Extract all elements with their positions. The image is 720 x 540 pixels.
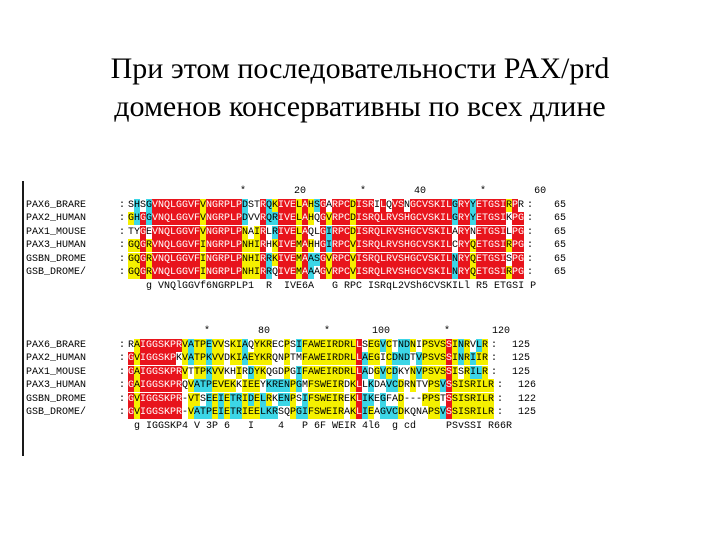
sequence-alignment-figure xyxy=(22,181,700,456)
residue-count: 65 xyxy=(553,240,566,251)
separator: : xyxy=(496,407,503,418)
sequence-residues: GVIGGSKPKVATPKVVDKIAEYKRQNPTMFAWEIRDRLLAEGICDNDTVPSVSSINRIIR xyxy=(128,353,489,364)
separator: : xyxy=(118,380,125,391)
alignment-row xyxy=(26,366,530,379)
separator: : xyxy=(118,393,125,405)
slide-title xyxy=(0,50,720,126)
alignment-row xyxy=(26,393,536,406)
alignment-row xyxy=(26,239,566,252)
alignment-row xyxy=(26,266,566,279)
separator: : xyxy=(118,226,125,238)
separator: : xyxy=(496,393,503,405)
separator: : xyxy=(526,199,533,211)
separator: : xyxy=(526,267,533,278)
alignment-ruler: * 80 * 100 * 120 xyxy=(132,326,511,337)
sequence-residues: RAIGGSKPRVATPEVVSKIAQYKRECPSIFAWEIRDRLLSEGVCTNDNIPSVSSINRVLR xyxy=(128,339,489,351)
residue-count: 65 xyxy=(553,199,566,211)
sequence-name: PAX2_HUMAN xyxy=(26,353,87,364)
slide-title-line-2: доменов консервативны по всех длине xyxy=(114,90,606,123)
separator: : xyxy=(118,253,125,265)
sequence-name: GSBN_DROME xyxy=(26,393,87,405)
sequence-name: GSB_DROME/ xyxy=(26,267,87,278)
sequence-name: PAX1_MOUSE xyxy=(26,366,87,378)
sequence-name: PAX3_HUMAN xyxy=(26,380,87,391)
alignment-consensus: g VNQlGGVf6NGRPLP1 R IVE6A G RPC ISRqL2VSh6CVSKILl R5 ETGSI P xyxy=(128,280,549,292)
sequence-name: GSB_DROME/ xyxy=(26,407,87,418)
sequence-name: PAX3_HUMAN xyxy=(26,240,87,251)
residue-count: 65 xyxy=(553,226,566,238)
sequence-name: PAX2_HUMAN xyxy=(26,213,87,224)
sequence-name: PAX1_MOUSE xyxy=(26,226,87,238)
separator: : xyxy=(118,353,125,364)
separator: : xyxy=(118,267,125,278)
sequence-residues: GAIGGSKPRQVATPEVEKKIEEYKRENPGMFSWEIRDKLLKDAVCDRNTVPSVSSISRILR xyxy=(128,380,495,391)
alignment-row xyxy=(26,379,536,392)
alignment-ruler: * 20 * 40 * 60 xyxy=(132,186,547,197)
alignment-row xyxy=(26,212,566,225)
alignment-row xyxy=(26,339,530,352)
separator: : xyxy=(490,366,497,378)
figure-left-border xyxy=(22,181,24,456)
separator: : xyxy=(526,226,533,238)
separator: : xyxy=(496,380,503,391)
sequence-residues: GVIGGSKPR-VTSEEIETRIDELRKENPSIFSWEIREKLIKEGFAD---PPSTSSISRILR xyxy=(128,393,495,405)
separator: : xyxy=(118,240,125,251)
sequence-residues: GHGGVNQLGGVFVNGRPLPDVVRQRIVELAHQGVRPCDISRQLRVSHGCVSKILGRYYETGSIKPG xyxy=(128,213,525,224)
sequence-residues: GAIGGSKPRVTTPKVVKHIRDYKQGDPGIFAWEIRDRLLADGVCDKYNVPSVSSISRILR xyxy=(128,366,489,378)
sequence-residues: GQGRVNQLGGVFINGRPLPNHIRHKIVEMAHHGIRPCVISRQLRVSHGCVSKILCRYQETGSIRPG xyxy=(128,240,525,251)
separator: : xyxy=(526,240,533,251)
residue-count: 125 xyxy=(511,366,530,378)
residue-count: 125 xyxy=(511,353,530,364)
sequence-name: GSBN_DROME xyxy=(26,253,87,265)
sequence-residues: GQGRVNQLGGVFINGRPLPNHIRRQIVEMAAAGVRPCVISRQLRVSHGCVSKILNRYQETGSIRPG xyxy=(128,267,525,278)
residue-count: 122 xyxy=(517,393,536,405)
separator: : xyxy=(490,353,497,364)
sequence-name: PAX6_BRARE xyxy=(26,339,87,351)
residue-count: 126 xyxy=(517,380,536,391)
separator: : xyxy=(490,339,497,351)
separator: : xyxy=(118,213,125,224)
alignment-row xyxy=(26,226,566,239)
residue-count: 65 xyxy=(553,213,566,224)
residue-count: 65 xyxy=(553,267,566,278)
separator: : xyxy=(118,199,125,211)
residue-count: 65 xyxy=(553,253,566,265)
sequence-name: PAX6_BRARE xyxy=(26,199,87,211)
separator: : xyxy=(118,407,125,418)
separator: : xyxy=(118,366,125,378)
slide-title-line-1: При этом последовательности PAX/prd xyxy=(110,52,610,85)
alignment-row xyxy=(26,253,566,266)
separator: : xyxy=(526,253,533,265)
separator: : xyxy=(526,213,533,224)
residue-count: 125 xyxy=(511,339,530,351)
separator: : xyxy=(118,339,125,351)
alignment-row xyxy=(26,352,530,365)
residue-count: 125 xyxy=(517,407,536,418)
alignment-row xyxy=(26,199,566,212)
sequence-residues: SHSGVNQLGGVFVNGRPLPDSTRQKIVELAHSGARPCDISRILQVSNGCVSKILGRYYETGSIRPR xyxy=(128,199,525,211)
alignment-row xyxy=(26,406,536,419)
alignment-consensus: g IGGSKP4 V 3P 6 I 4 P 6F WEIR 4l6 g cd PSvSSI R66R xyxy=(128,420,513,432)
sequence-residues: TYGEVNQLGGVFVNGRPLPNAIRLRIVELAQLGIRPCDISRQLRVSHGCVSKILARYNETGSILPG xyxy=(128,226,525,238)
sequence-residues: GQGRVNQLGGVFINGRPLPNHIRRKIVEMAASGVRPCVISRQLRVSHGCVSKILNRYQETGSISPG xyxy=(128,253,525,265)
sequence-residues: GVIGGSKPR-VATPEIETRIEELKRSQPGIFSWEIRAKLIEAGVCDKQNAPSVSSISRILR xyxy=(128,407,495,418)
